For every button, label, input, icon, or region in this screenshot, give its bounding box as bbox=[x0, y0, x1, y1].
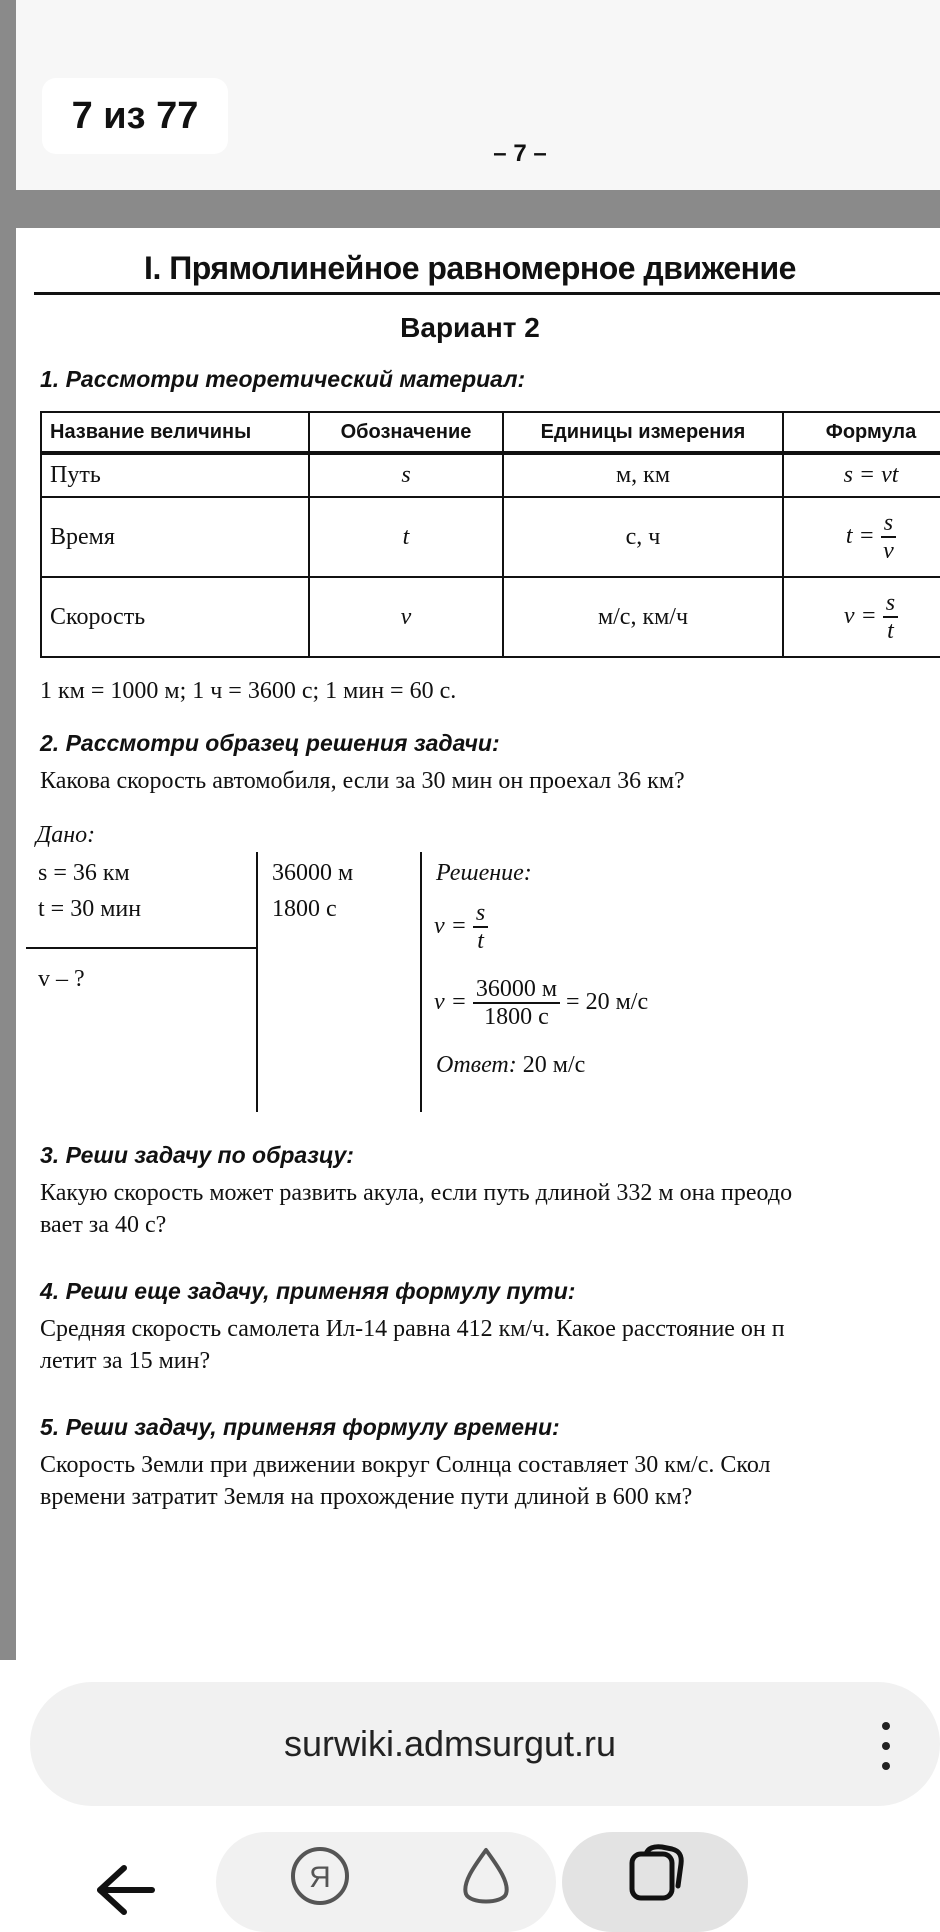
si-time: 1800 с bbox=[272, 896, 337, 922]
given-label: Дано: bbox=[36, 822, 96, 848]
task1-heading: 1. Рассмотри теоретический материал: bbox=[40, 366, 526, 392]
answer-label: Ответ: bbox=[436, 1052, 517, 1078]
fraction-denominator: 1800 с bbox=[484, 1004, 549, 1031]
given-time: t = 30 мин bbox=[38, 896, 142, 922]
formula-fraction bbox=[881, 510, 896, 565]
task5-text-line: времени затратит Земля на прохождение пути длиной в 600 км? bbox=[40, 1484, 693, 1510]
given-separator bbox=[256, 852, 258, 1112]
task2-heading: 2. Рассмотри образец решения задачи: bbox=[40, 730, 500, 756]
fraction-numerator: s bbox=[473, 900, 488, 928]
formula-fraction bbox=[883, 590, 898, 645]
svg-text:Я: Я bbox=[309, 1861, 331, 1894]
bottom-navigation bbox=[0, 1820, 940, 1920]
solution-label: Решение: bbox=[436, 860, 532, 886]
variant-title: Вариант 2 bbox=[400, 312, 540, 343]
fraction-numerator: 36000 м bbox=[473, 976, 560, 1004]
unit-conversions: 1 км = 1000 м; 1 ч = 3600 с; 1 мин = 60 с. bbox=[40, 678, 457, 704]
answer-line bbox=[436, 1052, 585, 1079]
table-cell-name: Путь bbox=[41, 453, 309, 497]
task4-text-line: летит за 15 мин? bbox=[40, 1348, 211, 1374]
table-cell-units: м/с, км/ч bbox=[503, 577, 783, 657]
fraction-numerator: s bbox=[881, 510, 896, 538]
answer-value: 20 м/с bbox=[522, 1052, 586, 1078]
eq-result: = 20 м/с bbox=[566, 988, 649, 1015]
section-title: I. Прямолинейное равномерное движение bbox=[144, 250, 796, 286]
task5-text-line: Скорость Земли при движении вокруг Солнца составляет 30 км/с. Скол bbox=[40, 1452, 771, 1478]
table-cell-name: Время bbox=[41, 497, 309, 577]
table-row bbox=[41, 453, 940, 497]
table-cell-symbol: t bbox=[309, 497, 503, 577]
task3-heading: 3. Реши задачу по образцу: bbox=[40, 1142, 354, 1168]
table-cell-formula bbox=[783, 497, 940, 577]
task3-text-line: вает за 40 с? bbox=[40, 1212, 167, 1238]
table-cell-formula: s = vt bbox=[783, 453, 940, 497]
fraction-denominator: t bbox=[887, 618, 894, 644]
table-cell-units: м, км bbox=[503, 453, 783, 497]
table-cell-formula bbox=[783, 577, 940, 657]
table-row bbox=[41, 497, 940, 577]
yandex-icon[interactable] bbox=[288, 1844, 352, 1908]
given-divider bbox=[26, 947, 256, 949]
eq-lhs: v = bbox=[434, 912, 467, 939]
tabs-icon[interactable] bbox=[624, 1842, 688, 1906]
table-row bbox=[41, 577, 940, 657]
table-cell-symbol: v bbox=[309, 577, 503, 657]
task4-text-line: Средняя скорость самолета Ил-14 равна 412 км/ч. Какое расстояние он п bbox=[40, 1316, 785, 1342]
fraction-denominator: t bbox=[477, 928, 484, 955]
back-arrow-icon[interactable] bbox=[90, 1860, 160, 1920]
document-page[interactable] bbox=[16, 228, 940, 1660]
formula-lhs: t = bbox=[845, 522, 875, 549]
find-value: v – ? bbox=[38, 966, 85, 992]
table-cell-symbol: s bbox=[309, 453, 503, 497]
table-header-row bbox=[41, 412, 940, 453]
table-header: Формула bbox=[783, 412, 940, 453]
page-separator bbox=[16, 190, 940, 228]
formula-lhs: v = bbox=[843, 602, 877, 629]
more-options-icon[interactable] bbox=[878, 1722, 894, 1770]
task4-heading: 4. Реши еще задачу, применяя формулу пути: bbox=[40, 1278, 576, 1304]
solution-formula bbox=[434, 900, 488, 955]
fraction-denominator: v bbox=[883, 538, 894, 564]
page-counter-badge: 7 из 77 bbox=[42, 78, 228, 154]
table-header: Название величины bbox=[41, 412, 309, 453]
given-distance: s = 36 км bbox=[38, 860, 130, 886]
address-bar[interactable] bbox=[30, 1682, 940, 1806]
table-header: Обозначение bbox=[309, 412, 503, 453]
table-cell-name: Скорость bbox=[41, 577, 309, 657]
si-distance: 36000 м bbox=[272, 860, 354, 886]
eq-fraction bbox=[473, 900, 488, 955]
alice-icon[interactable] bbox=[454, 1844, 518, 1908]
table-header: Единицы измерения bbox=[503, 412, 783, 453]
eq-lhs: v = bbox=[434, 988, 467, 1015]
title-underline bbox=[34, 292, 940, 295]
task3-text-line: Какую скорость может развить акула, если путь длиной 332 м она преодо bbox=[40, 1180, 793, 1206]
task2-question: Какова скорость автомобиля, если за 30 мин он проехал 36 км? bbox=[40, 768, 685, 794]
solution-calculation bbox=[434, 976, 648, 1031]
eq-fraction bbox=[473, 976, 560, 1031]
task5-heading: 5. Реши задачу, применяя формулу времени: bbox=[40, 1414, 560, 1440]
page-number: – 7 – bbox=[493, 140, 547, 167]
theory-table bbox=[40, 411, 940, 658]
url-text[interactable]: surwiki.admsurgut.ru bbox=[283, 1723, 617, 1764]
fraction-numerator: s bbox=[883, 590, 898, 618]
table-cell-units: с, ч bbox=[503, 497, 783, 577]
solution-separator bbox=[420, 852, 422, 1112]
left-gray-strip bbox=[0, 0, 16, 1660]
